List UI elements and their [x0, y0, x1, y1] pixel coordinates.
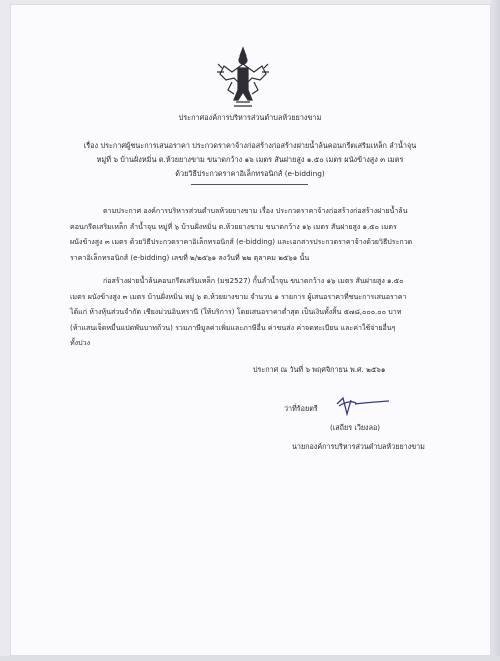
page-edge-shadow: [491, 0, 500, 661]
signature-label: ว่าที่ร้อยตรี: [284, 404, 318, 413]
paragraph-2-line: ก่อสร้างฝายน้ำล้นคอนกรีตเสริมเหล็ก (มข2527) กั้นลำน้ำจุน ขนาดกว้าง ๑๖ เมตร สันฝายสูง ๑.๕๐: [103, 276, 404, 285]
paragraph-2-line: ทั้งปวง: [70, 338, 91, 347]
header-subject-2: หมู่ที่ ๖ บ้านฝั่งหมิ่น ต.ห้วยยางขาม ขนาดกว้าง ๑๖ เมตร สันฝายสูง ๑.๕๐ เมตร ผนังข้างสูง ๓ เมตร: [96, 155, 404, 164]
signatory-name: (เสถียร เวียงลอ): [330, 423, 381, 432]
header-subject-1: เรื่อง ประกาศผู้ชนะการเสนอราคา ประกวดราคาจ้างก่อสร้างก่อสร้างฝายน้ำล้นคอนกรีตเสริมเหล็ก ลำน้ำจุน: [83, 141, 417, 150]
handwritten-signature-icon: [333, 392, 393, 420]
paragraph-1-line: ราคาอิเล็กทรอนิกส์ (e-bidding) เลขที่ ๒/๒๕๖๑ ลงวันที่ ๒๒ ตุลาคม ๒๕๖๑ นั้น: [70, 252, 310, 262]
paragraph-2: [70, 273, 407, 351]
paragraph-2-line: (ห้าแสนเจ็ดหมื่นแปดพันบาทถ้วน) รวมภาษีมูลค่าเพิ่มและภาษีอื่น ค่าขนส่ง ค่าจดทะเบียน และค่าใช้จ่ายอื่นๆ: [70, 322, 396, 332]
announcement-date: ประกาศ ณ วันที่ ๖ พฤศจิกายน พ.ศ. ๒๕๖๑: [253, 365, 386, 374]
paragraph-1-line: ตามประกาศ องค์การบริหารส่วนตำบลห้วยยางขาม เรื่อง ประกวดราคาจ้างก่อสร้างก่อสร้างฝายน้ำล้น: [103, 206, 408, 215]
paragraph-2-line: เมตร ผนังข้างสูง ๓ เมตร บ้านฝั่งหมิ่น หมู่ ๖ ต.ห้วยยางขาม จำนวน ๑ รายการ ผู้เสนอราคาที่ชนะการเสนอราคา: [70, 291, 407, 301]
paragraph-2-line: ได้แก่ ห้างหุ้นส่วนจำกัด เชียงม่วนอินทรานี (ให้บริการ) โดยเสนอราคาต่ำสุด เป็นเงินทั้งสิ้น ๕๗๘,๐๐๐.๐๐ บาท: [70, 307, 402, 316]
paragraph-1: [70, 203, 412, 265]
header-divider: [191, 184, 308, 185]
paragraph-1-line: ผนังข้างสูง ๓ เมตร ด้วยวิธีประกวดราคาอิเล็กทรอนิกส์ (e-bidding) และเอกสารประกวดราคาจ้างด้วยวิธีประกวด: [70, 237, 413, 246]
page-bottom-edge: [0, 656, 500, 661]
header-subject-3: ด้วยวิธีประกวดราคาอิเล็กทรอนิกส์ (e-bidding): [175, 169, 325, 178]
signatory-position: นายกองค์การบริหารส่วนตำบลห้วยยางขาม: [292, 442, 425, 451]
header-org: ประกาศองค์การบริหารส่วนตำบลห้วยยางขาม: [178, 113, 322, 122]
garuda-emblem-icon: [214, 44, 272, 110]
paragraph-1-line: คอนกรีตเสริมเหล็ก ลำน้ำจุน หมู่ที่ ๖ บ้านฝั่งหมิ่น ต.ห้วยยางขาม ขนาดกว้าง ๑๖ เมตร สันฝายสูง ๑.๕๐ เมตร: [70, 221, 397, 231]
